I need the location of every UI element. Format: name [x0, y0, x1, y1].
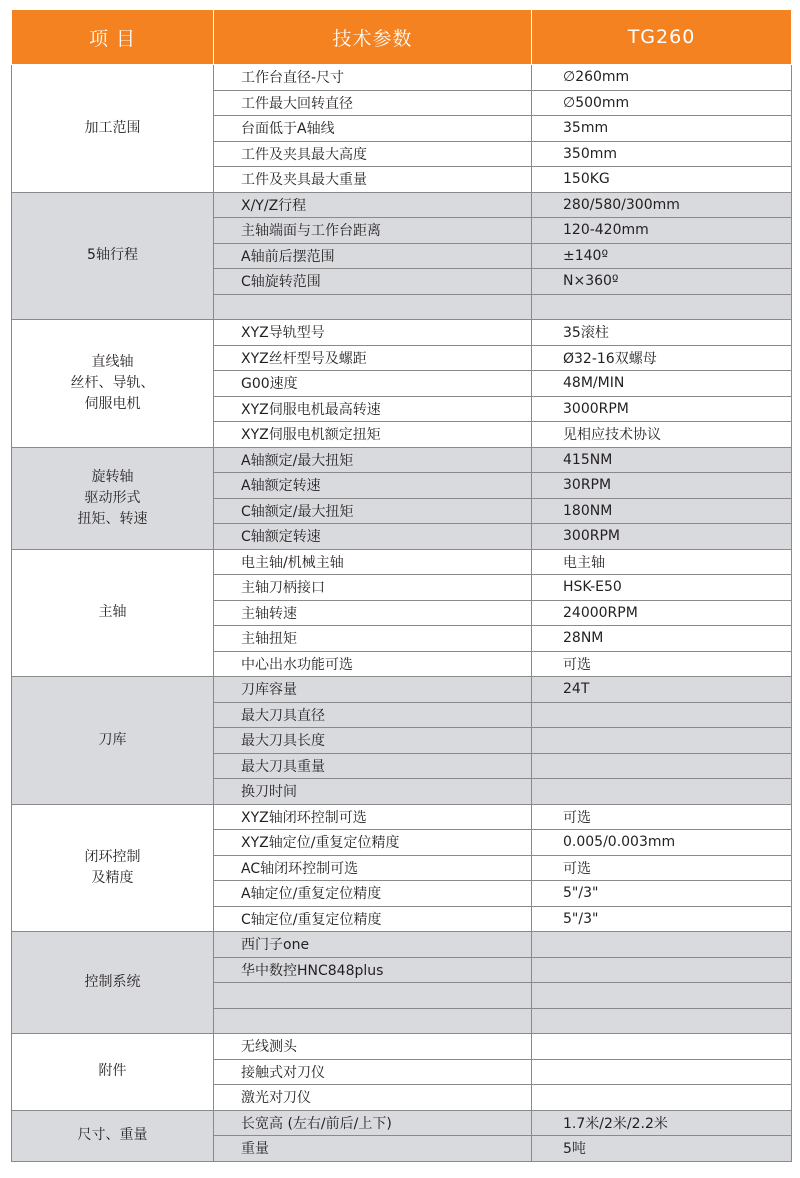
param-value: 120-420mm — [532, 218, 792, 244]
param-name — [214, 294, 532, 320]
param-name: 台面低于A轴线 — [214, 116, 532, 142]
group-title — [12, 932, 214, 1034]
param-name: G00速度 — [214, 371, 532, 397]
param-name: XYZ导轨型号 — [214, 320, 532, 346]
param-name: 电主轴/机械主轴 — [214, 549, 532, 575]
param-value: 280/580/300mm — [532, 192, 792, 218]
param-value: 24000RPM — [532, 600, 792, 626]
param-value — [532, 294, 792, 320]
param-name: 无线测头 — [214, 1034, 532, 1060]
param-value — [532, 753, 792, 779]
param-name: XYZ轴闭环控制可选 — [214, 804, 532, 830]
param-name — [214, 983, 532, 1009]
param-value: ±140º — [532, 243, 792, 269]
param-name: 最大刀具重量 — [214, 753, 532, 779]
table-header — [12, 10, 792, 65]
group-title — [12, 677, 214, 805]
header-item: 项 目 — [12, 10, 214, 65]
param-value — [532, 728, 792, 754]
param-value: 28NM — [532, 626, 792, 652]
param-value — [532, 779, 792, 805]
param-value: HSK-E50 — [532, 575, 792, 601]
group-title-line: 刀库 — [98, 731, 127, 748]
table-row — [12, 677, 792, 703]
param-name: XYZ丝杆型号及螺距 — [214, 345, 532, 371]
param-name: 接触式对刀仪 — [214, 1059, 532, 1085]
param-name: AC轴闭环控制可选 — [214, 855, 532, 881]
group-title-line: 附件 — [98, 1063, 127, 1080]
param-name: 华中数控HNC848plus — [214, 957, 532, 983]
param-value: 150KG — [532, 167, 792, 193]
param-name: 主轴端面与工作台距离 — [214, 218, 532, 244]
group-title — [12, 549, 214, 677]
param-name: 换刀时间 — [214, 779, 532, 805]
param-value: 3000RPM — [532, 396, 792, 422]
param-name: 中心出水功能可选 — [214, 651, 532, 677]
group-title — [12, 1110, 214, 1161]
param-value: ∅500mm — [532, 90, 792, 116]
group-title-line: 丝杆、导轨、 — [70, 374, 155, 391]
param-value — [532, 957, 792, 983]
param-name: C轴额定转速 — [214, 524, 532, 550]
param-value: 5"/3" — [532, 881, 792, 907]
group-title-line: 扭矩、转速 — [77, 510, 148, 527]
group-title-line: 闭环控制 — [84, 848, 141, 865]
param-name: C轴定位/重复定位精度 — [214, 906, 532, 932]
group-title-line: 加工范围 — [84, 119, 141, 136]
group-title — [12, 804, 214, 932]
param-value: 35mm — [532, 116, 792, 142]
group-title — [12, 65, 214, 193]
spec-table — [11, 10, 792, 1162]
param-name: A轴额定转速 — [214, 473, 532, 499]
param-value: 415NM — [532, 447, 792, 473]
table-row — [12, 932, 792, 958]
param-name — [214, 1008, 532, 1034]
table-row — [12, 1034, 792, 1060]
param-value: 5吨 — [532, 1136, 792, 1162]
param-value: 5"/3" — [532, 906, 792, 932]
param-value: 可选 — [532, 855, 792, 881]
param-value: 电主轴 — [532, 549, 792, 575]
param-name: C轴额定/最大扭矩 — [214, 498, 532, 524]
param-value: ∅260mm — [532, 65, 792, 91]
param-name: 西门子one — [214, 932, 532, 958]
param-name: XYZ伺服电机额定扭矩 — [214, 422, 532, 448]
param-name: 最大刀具长度 — [214, 728, 532, 754]
param-name: 工件及夹具最大重量 — [214, 167, 532, 193]
param-value: 1.7米/2米/2.2米 — [532, 1110, 792, 1136]
param-value: 350mm — [532, 141, 792, 167]
table-row — [12, 320, 792, 346]
param-name: 工件最大回转直径 — [214, 90, 532, 116]
param-value — [532, 1085, 792, 1111]
param-name: 工作台直径-尺寸 — [214, 65, 532, 91]
group-title-line: 旋转轴 — [91, 468, 134, 485]
table-row — [12, 447, 792, 473]
param-value: 0.005/0.003mm — [532, 830, 792, 856]
param-value — [532, 702, 792, 728]
param-name: X/Y/Z行程 — [214, 192, 532, 218]
param-value: Ø32-16双螺母 — [532, 345, 792, 371]
param-value: 可选 — [532, 651, 792, 677]
param-value: 30RPM — [532, 473, 792, 499]
table-row — [12, 192, 792, 218]
header-param: 技术参数 — [214, 10, 532, 65]
param-name: 激光对刀仪 — [214, 1085, 532, 1111]
param-value: N×360º — [532, 269, 792, 295]
param-name: 最大刀具直径 — [214, 702, 532, 728]
group-title — [12, 192, 214, 320]
param-value: 24T — [532, 677, 792, 703]
group-title-line: 5轴行程 — [87, 247, 138, 264]
table-row — [12, 804, 792, 830]
param-name: A轴额定/最大扭矩 — [214, 447, 532, 473]
group-title-line: 驱动形式 — [84, 489, 141, 506]
table-row — [12, 65, 792, 91]
param-value — [532, 932, 792, 958]
group-title-line: 及精度 — [91, 869, 134, 886]
table-row — [12, 1110, 792, 1136]
group-title-line: 控制系统 — [84, 974, 141, 990]
param-name: A轴定位/重复定位精度 — [214, 881, 532, 907]
table-body — [12, 65, 792, 1162]
param-value — [532, 1059, 792, 1085]
param-value: 300RPM — [532, 524, 792, 550]
group-title — [12, 320, 214, 448]
group-title-line: 尺寸、重量 — [77, 1127, 148, 1143]
param-value: 180NM — [532, 498, 792, 524]
param-value — [532, 1008, 792, 1034]
param-name: 长宽高 (左右/前后/上下) — [214, 1110, 532, 1136]
param-value: 可选 — [532, 804, 792, 830]
param-name: XYZ轴定位/重复定位精度 — [214, 830, 532, 856]
param-name: 主轴刀柄接口 — [214, 575, 532, 601]
group-title-line: 主轴 — [98, 604, 127, 621]
param-name: 刀库容量 — [214, 677, 532, 703]
param-name: XYZ伺服电机最高转速 — [214, 396, 532, 422]
table-row — [12, 549, 792, 575]
param-value: 48M/MIN — [532, 371, 792, 397]
group-title — [12, 1034, 214, 1111]
param-name: C轴旋转范围 — [214, 269, 532, 295]
param-name: 主轴转速 — [214, 600, 532, 626]
param-value — [532, 983, 792, 1009]
param-name: 重量 — [214, 1136, 532, 1162]
group-title — [12, 447, 214, 549]
param-value: 35滚柱 — [532, 320, 792, 346]
param-name: 工件及夹具最大高度 — [214, 141, 532, 167]
param-value: 见相应技术协议 — [532, 422, 792, 448]
group-title-line: 直线轴 — [91, 353, 134, 370]
param-name: A轴前后摆范围 — [214, 243, 532, 269]
group-title-line: 伺服电机 — [84, 395, 141, 412]
header-model: TG260 — [532, 10, 792, 65]
param-name: 主轴扭矩 — [214, 626, 532, 652]
param-value — [532, 1034, 792, 1060]
